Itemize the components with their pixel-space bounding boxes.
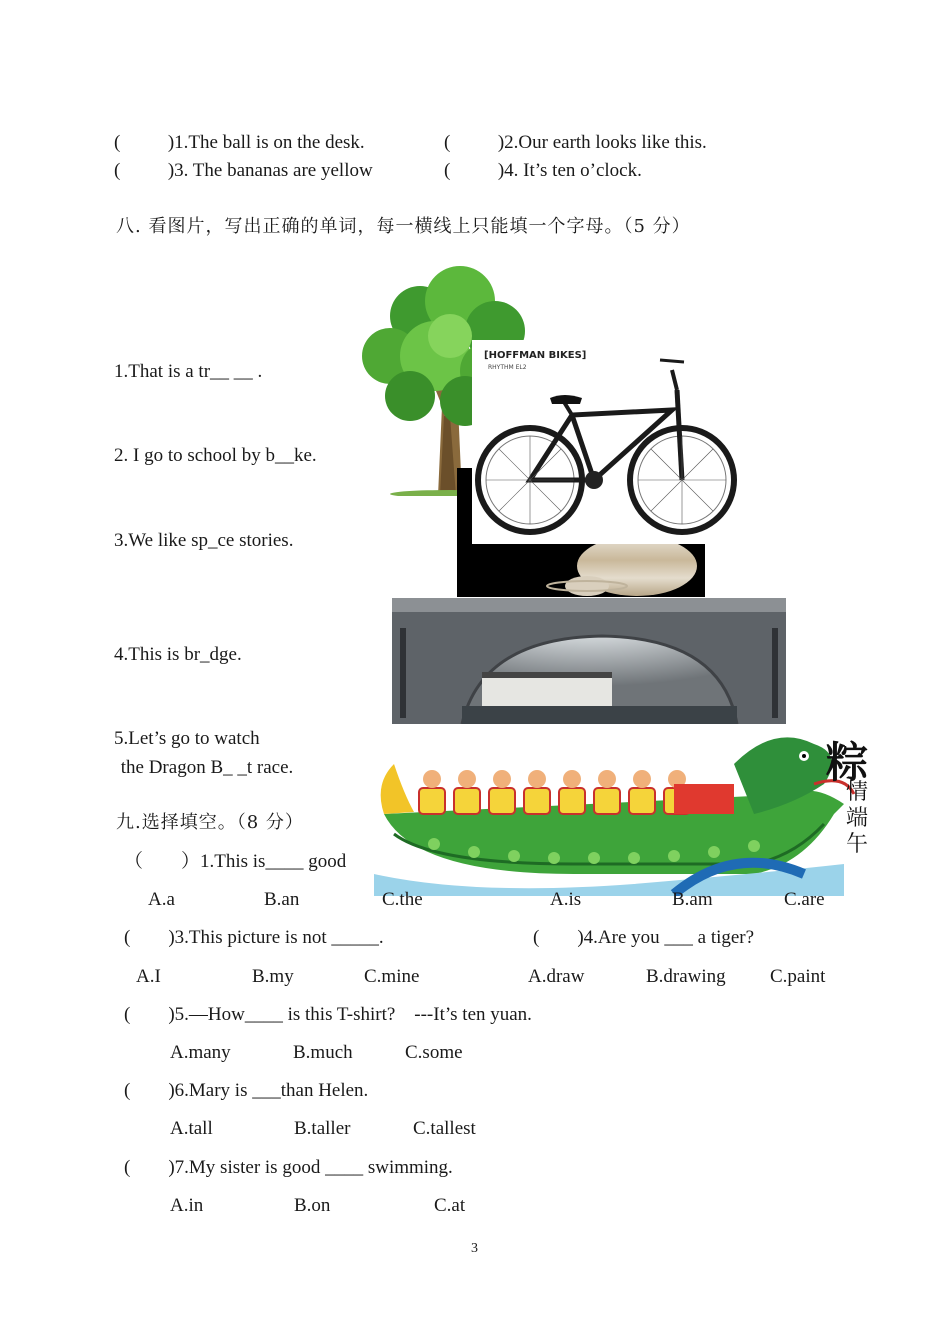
- q7-3-row: ( )3. The bananas are yellow: [114, 160, 373, 181]
- bike-image: [472, 340, 746, 544]
- q6-option-a: A.tall: [170, 1118, 213, 1139]
- q9-1: （ ）1.This is____ good: [124, 851, 347, 872]
- bike-model: RHYTHM EL2: [488, 364, 527, 371]
- q8-5b: the Dragon B_ _t race.: [116, 757, 294, 778]
- q2-option-b: B.am: [672, 889, 713, 910]
- q7-4-row: ( )4. It’s ten o’clock.: [444, 160, 642, 181]
- q2-option-a: A.is: [550, 889, 582, 910]
- bridge-image: [392, 598, 786, 724]
- section8-title: 八. 看图片，写出正确的单词，每一横线上只能填一个字母。（5 分）: [116, 216, 691, 237]
- bike-brand: [HOFFMAN BIKES]: [484, 350, 587, 361]
- q6-option-b: B.taller: [294, 1118, 351, 1139]
- q7-option-b: B.on: [294, 1195, 331, 1216]
- q6-option-c: C.tallest: [413, 1118, 476, 1139]
- q9-5: ( )5.—How____ is this T-shirt? ---It’s ten yuan.: [124, 1004, 532, 1025]
- q1-option-c: C.the: [382, 889, 423, 910]
- q8-4: 4.This is br_dge.: [114, 644, 242, 665]
- q3-option-c: C.mine: [364, 966, 420, 987]
- q8-3: 3.We like sp_ce stories.: [114, 530, 294, 551]
- q5-option-a: A.many: [170, 1042, 231, 1063]
- dragon-boat-char: 粽: [826, 738, 869, 787]
- q7-option-c: C.at: [434, 1195, 466, 1216]
- q2-option-c: C.are: [784, 889, 825, 910]
- q8-2: 2. I go to school by b__ke.: [114, 445, 317, 466]
- q3-option-a: A.I: [136, 966, 161, 987]
- q5-option-c: C.some: [405, 1042, 463, 1063]
- dragon-boat-image: [374, 724, 894, 896]
- q7-2-row: ( )2.Our earth looks like this.: [444, 132, 707, 153]
- q4-option-b: B.drawing: [646, 966, 726, 987]
- q4-option-c: C.paint: [770, 966, 826, 987]
- q1-option-a: A.a: [148, 889, 175, 910]
- page-number: 3: [471, 1241, 478, 1256]
- q9-4: ( )4.Are you ___ a tiger?: [533, 927, 755, 948]
- q7-option-a: A.in: [170, 1195, 204, 1216]
- q8-1: 1.That is a tr__ __ .: [114, 361, 263, 382]
- dragon-boat-vertical-text: 情端午: [846, 780, 869, 857]
- q9-3: ( )3.This picture is not _____.: [124, 927, 384, 948]
- q7-1-row: ( )1.The ball is on the desk.: [114, 132, 365, 153]
- q1-option-b: B.an: [264, 889, 300, 910]
- q4-option-a: A.draw: [528, 966, 585, 987]
- q8-5a: 5.Let’s go to watch: [114, 728, 260, 749]
- section9-title: 九.选择填空。（8 分）: [116, 812, 304, 833]
- q5-option-b: B.much: [293, 1042, 353, 1063]
- q3-option-b: B.my: [252, 966, 294, 987]
- q9-6: ( )6.Mary is ___than Helen.: [124, 1080, 369, 1101]
- q9-7: ( )7.My sister is good ____ swimming.: [124, 1157, 453, 1178]
